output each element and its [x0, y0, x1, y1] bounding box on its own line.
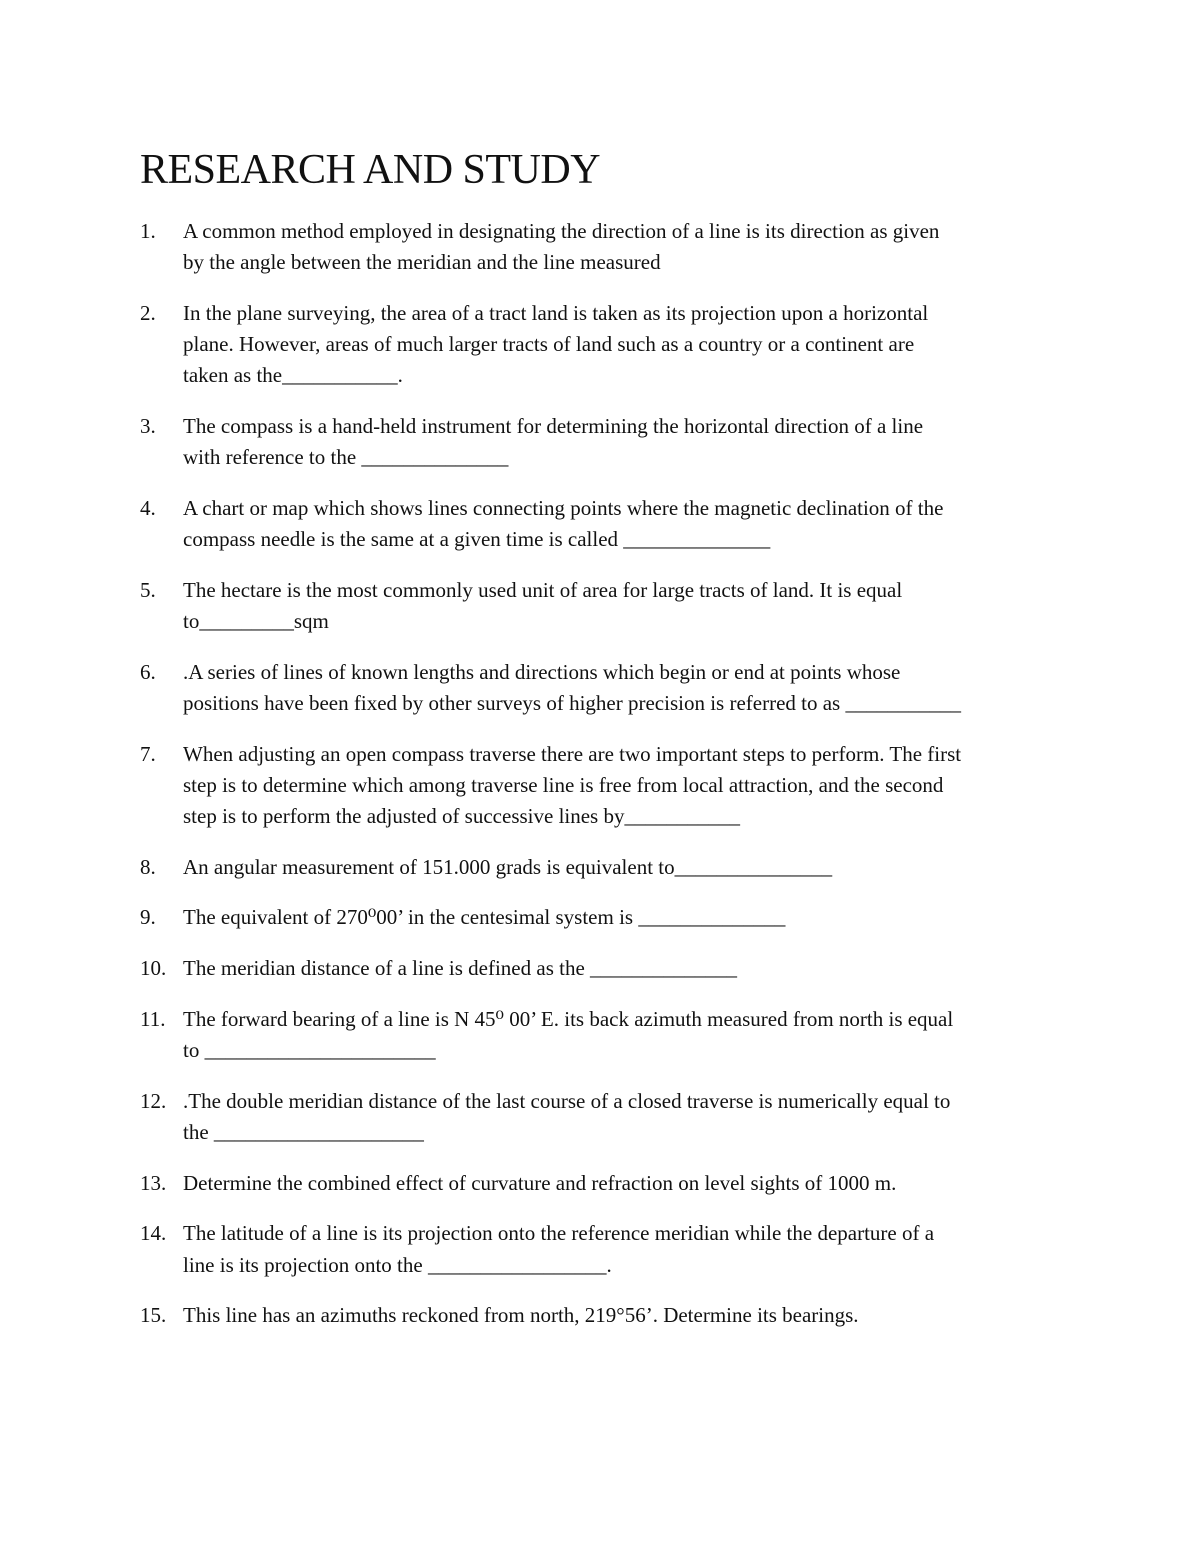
- question-number: 11.: [140, 1006, 166, 1031]
- question-text-line: This line has an azimuths reckoned from north, 219°56’. Determine its bearings.: [183, 1303, 859, 1328]
- question-number: 7.: [140, 741, 156, 766]
- question-text-line: positions have been fixed by other surveys of higher precision is referred to as ___________: [183, 690, 961, 715]
- question-text-line: with reference to the ______________: [183, 445, 509, 470]
- question-text-line: to_________sqm: [183, 609, 329, 634]
- question-text: [183, 1300, 1070, 1331]
- question-item: [140, 298, 1070, 392]
- question-text-line: The meridian distance of a line is defined as the ______________: [183, 956, 738, 981]
- question-number: 4.: [140, 495, 156, 520]
- question-text-line: Determine the combined effect of curvature and refraction on level sights of 1000 m.: [183, 1170, 897, 1195]
- question-text-line: .A series of lines of known lengths and directions which begin or end at points whose: [183, 659, 901, 684]
- question-item: [140, 493, 1070, 555]
- question-item: [140, 411, 1070, 473]
- question-text-line: compass needle is the same at a given time is called ______________: [183, 527, 771, 552]
- question-item: [140, 902, 1070, 933]
- question-text: [183, 1168, 1070, 1199]
- question-number: 8.: [140, 854, 156, 879]
- question-item: [140, 1004, 1070, 1066]
- question-item: [140, 953, 1070, 984]
- question-text-line: the ____________________: [183, 1119, 424, 1144]
- question-text: [183, 852, 1070, 883]
- question-number: 6.: [140, 659, 156, 684]
- question-number: 3.: [140, 414, 156, 439]
- question-text-line: The forward bearing of a line is N 45⁰ 00’ E. its back azimuth measured from north is equal: [183, 1006, 954, 1031]
- question-text: [183, 493, 1070, 555]
- question-number: 2.: [140, 300, 156, 325]
- question-list: [140, 216, 1070, 1351]
- page-title: RESEARCH AND STUDY: [140, 147, 601, 193]
- question-text: [183, 739, 1070, 833]
- question-text-line: taken as the___________.: [183, 363, 403, 388]
- question-text-line: step is to perform the adjusted of successive lines by___________: [183, 804, 740, 829]
- question-text-line: plane. However, areas of much larger tracts of land such as a country or a continent are: [183, 332, 915, 357]
- question-item: [140, 739, 1070, 833]
- question-text-line: The latitude of a line is its projection onto the reference meridian while the departure of a: [183, 1221, 935, 1246]
- question-text: [183, 575, 1070, 637]
- question-text-line: A chart or map which shows lines connecting points where the magnetic declination of the: [183, 495, 944, 520]
- question-item: [140, 852, 1070, 883]
- question-text: [183, 902, 1070, 933]
- question-text: [183, 216, 1070, 278]
- question-text-line: step is to determine which among traverse line is free from local attraction, and the second: [183, 772, 944, 797]
- question-item: [140, 1086, 1070, 1148]
- question-item: [140, 1300, 1070, 1331]
- question-text: [183, 1086, 1070, 1148]
- question-number: 15.: [140, 1303, 167, 1328]
- question-text-line: The compass is a hand-held instrument for determining the horizontal direction of a line: [183, 414, 924, 439]
- question-number: 1.: [140, 219, 156, 243]
- question-text-line: .The double meridian distance of the last course of a closed traverse is numerically equal to: [183, 1088, 951, 1113]
- question-number: 14.: [140, 1221, 167, 1246]
- question-number: 9.: [140, 905, 156, 930]
- question-number: 10.: [140, 956, 167, 981]
- question-text-line: A common method employed in designating the direction of a line is its direction as given: [183, 219, 940, 243]
- question-text-line: by the angle between the meridian and the line measured: [183, 250, 661, 275]
- question-number: 13.: [140, 1170, 167, 1195]
- question-text-line: An angular measurement of 151.000 grads is equivalent to_______________: [183, 854, 833, 879]
- question-text-line: In the plane surveying, the area of a tract land is taken as its projection upon a horizontal: [183, 300, 929, 325]
- question-item: [140, 657, 1070, 719]
- question-text-line: The equivalent of 270⁰00’ in the centesimal system is ______________: [183, 905, 786, 930]
- question-text: [183, 1004, 1070, 1066]
- question-text: [183, 298, 1070, 392]
- question-text-line: When adjusting an open compass traverse there are two important steps to perform. The first: [183, 741, 962, 766]
- question-text: [183, 657, 1070, 719]
- question-text: [183, 953, 1070, 984]
- question-text-line: line is its projection onto the _________________.: [183, 1252, 612, 1277]
- question-item: [140, 575, 1070, 637]
- question-text: [183, 411, 1070, 473]
- question-number: 12.: [140, 1088, 167, 1113]
- question-number: 5.: [140, 577, 156, 602]
- question-text-line: The hectare is the most commonly used unit of area for large tracts of land. It is equal: [183, 577, 903, 602]
- question-item: [140, 1218, 1070, 1280]
- question-text: [183, 1218, 1070, 1280]
- question-item: [140, 1168, 1070, 1199]
- question-text-line: to ______________________: [183, 1038, 436, 1063]
- question-item: [140, 216, 1070, 278]
